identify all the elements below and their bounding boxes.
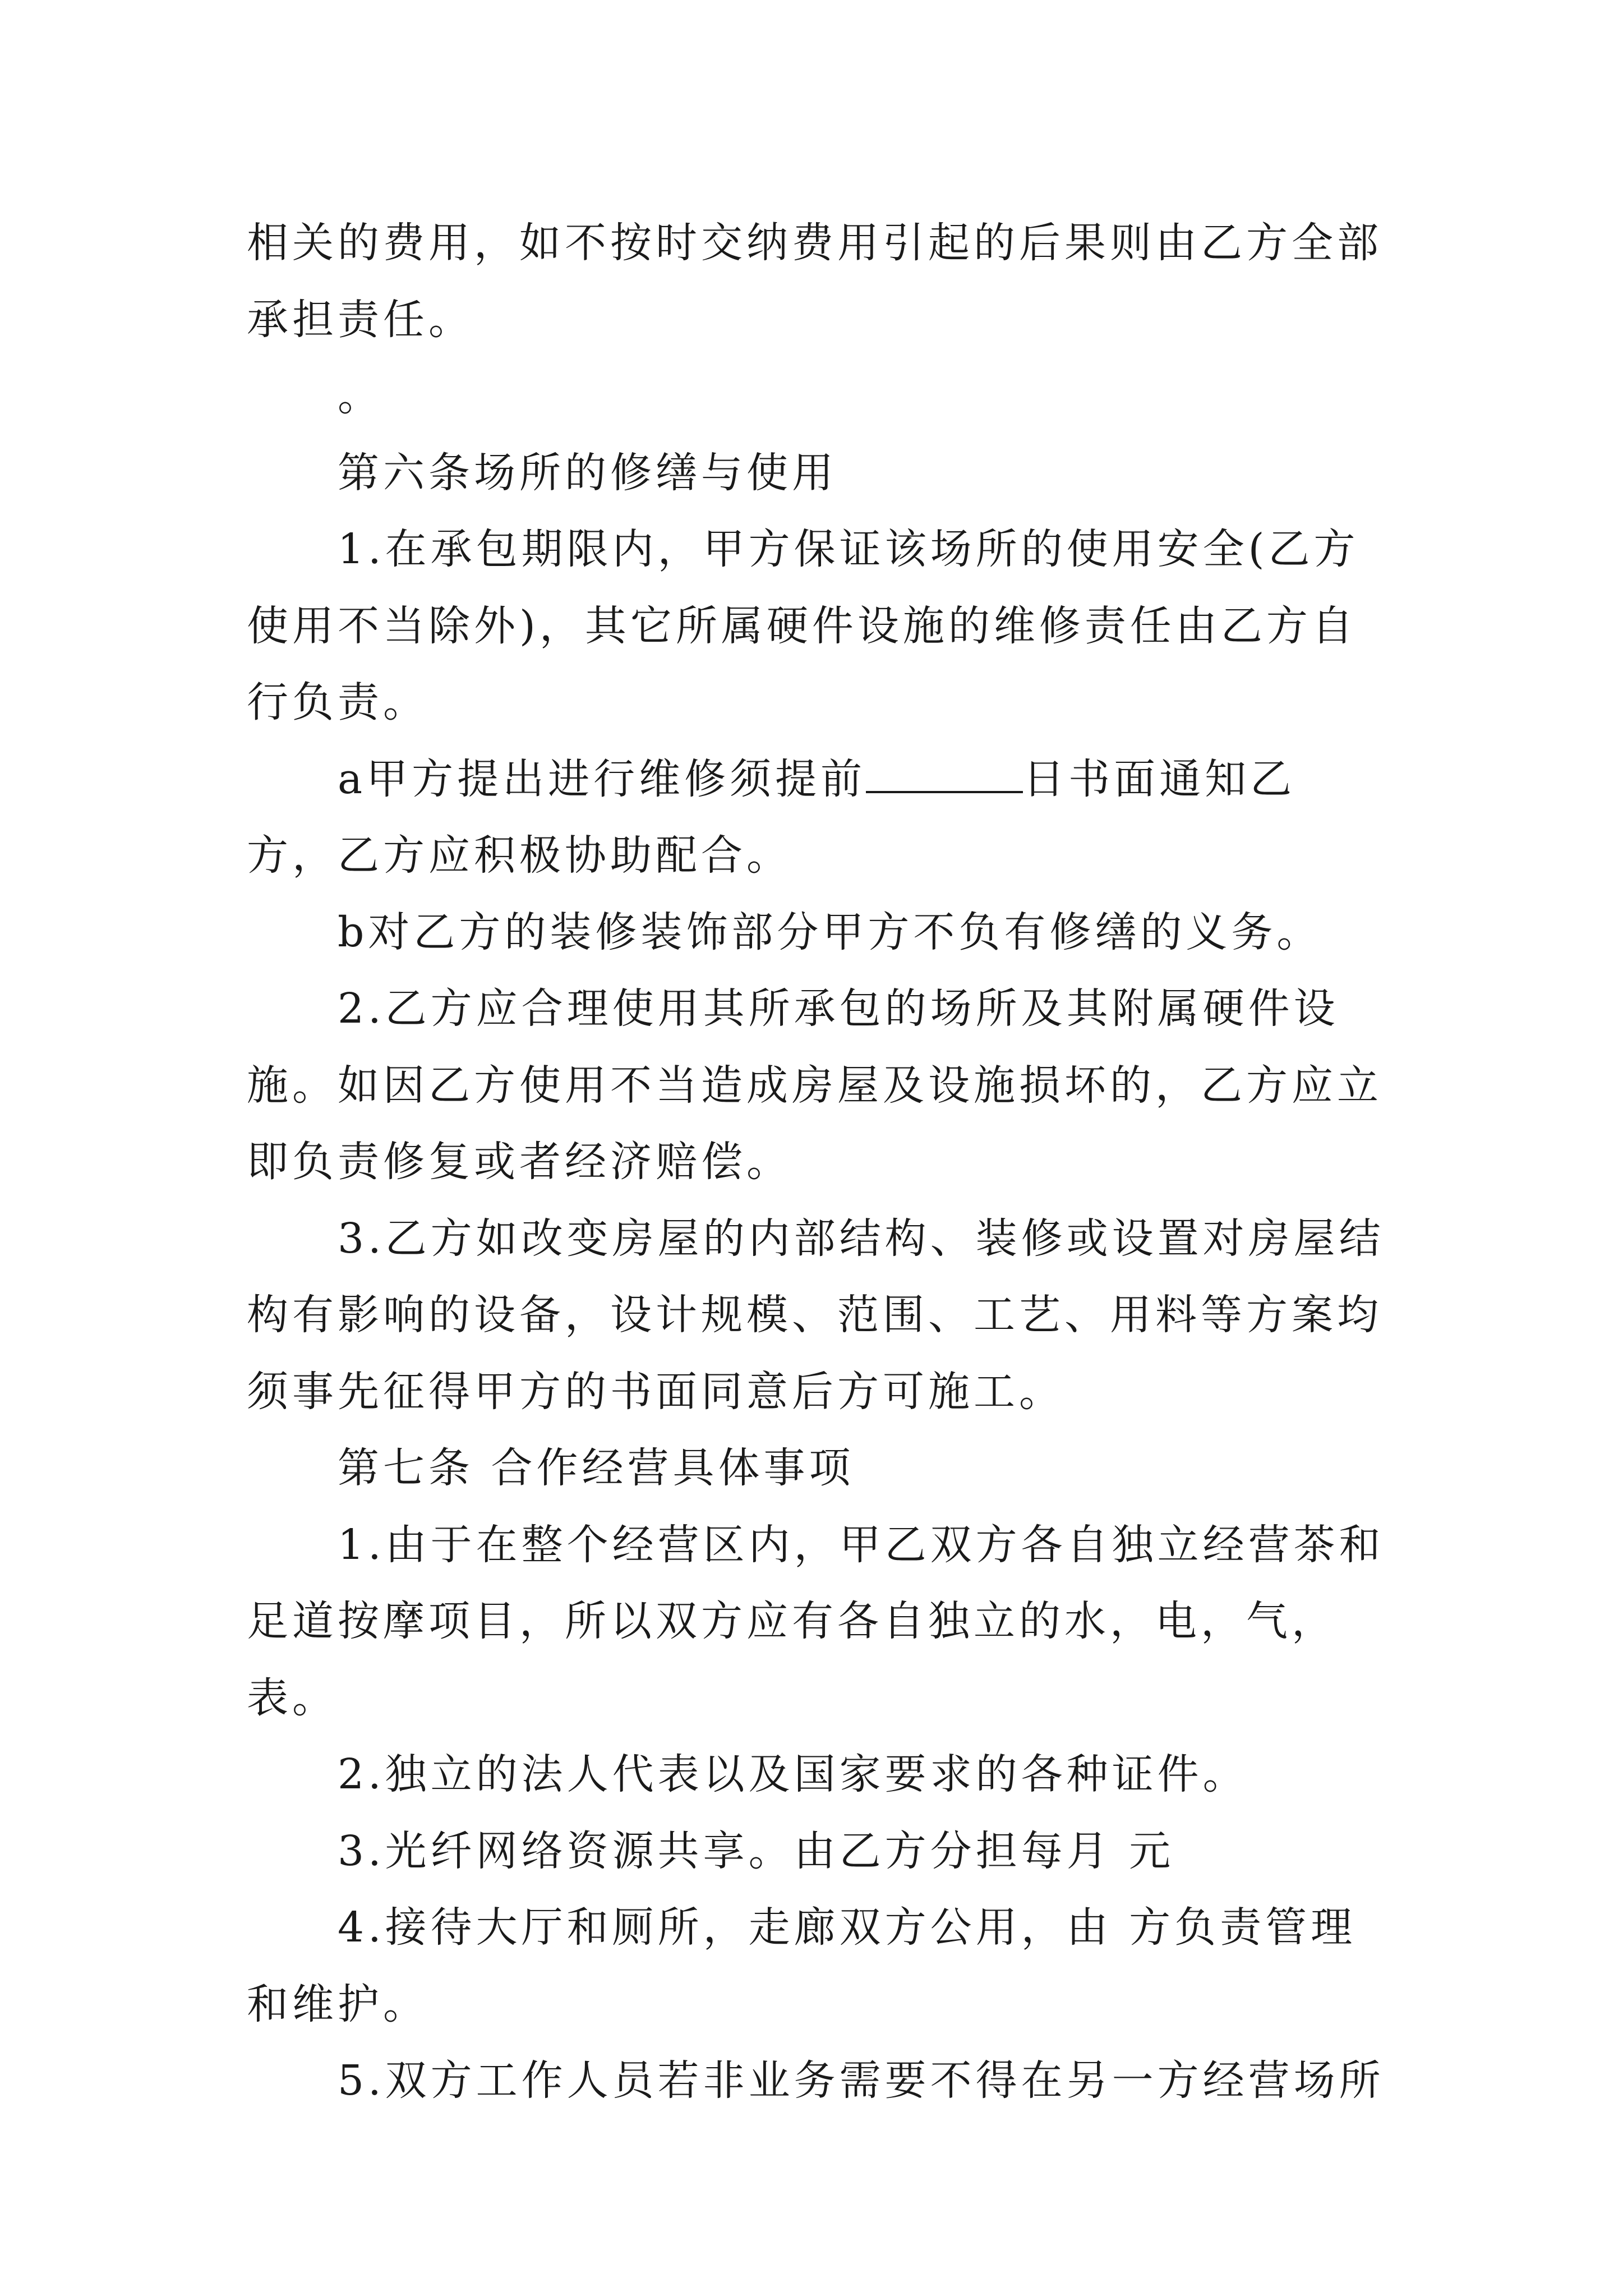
article-6-heading: 第六条场所的修缮与使用 bbox=[338, 448, 837, 497]
article-7-clause-4: 4.接待大厅和厕所，走廊双方公用，由 方负责管理和维护。 bbox=[247, 1903, 1357, 2028]
article-7-clause-5: 5.双方工作人员若非业务需要不得在另一方经营场所 bbox=[338, 2056, 1385, 2105]
paragraph-stray-period: 。 bbox=[338, 372, 383, 420]
article-6-clause-b: b对乙方的装修装饰部分甲方不负有修缮的义务。 bbox=[338, 908, 1322, 956]
article-7-clause-1: 1.由于在整个经营区内，甲乙双方各自独立经营茶和足道按摩项目，所以双方应有各自独立的水，电，气，表。 bbox=[247, 1520, 1385, 1722]
fill-in-blank-days[interactable] bbox=[866, 757, 1023, 793]
clause-a-text-after-blank: 日书面通知乙方，乙方应积极协助配合。 bbox=[247, 754, 1296, 880]
clause-a-text-before-blank: a甲方提出进行维修须提前 bbox=[338, 754, 866, 803]
article-6-clause-2: 2.乙方应合理使用其所承包的场所及其附属硬件设施。如因乙方使用不当造成房屋及设施损坏的，乙方应立即负责修复或者经济赔偿。 bbox=[247, 984, 1382, 1186]
paragraph-fee-liability: 相关的费用，如不按时交纳费用引起的后果则由乙方全部承担责任。 bbox=[247, 219, 1382, 344]
article-6-clause-1: 1.在承包期限内，甲方保证该场所的使用安全(乙方使用不当除外)，其它所属硬件设施的维修责任由乙方自行负责。 bbox=[247, 525, 1359, 726]
article-6-clause-a bbox=[247, 741, 1385, 894]
document-page bbox=[247, 205, 1385, 2119]
article-7-clause-3: 3.光纤网络资源共享。由乙方分担每月 元 bbox=[338, 1826, 1175, 1875]
article-6-clause-3: 3.乙方如改变房屋的内部结构、装修或设置对房屋结构有影响的设备，设计规模、范围、工艺、用料等方案均须事先征得甲方的书面同意后方可施工。 bbox=[247, 1214, 1385, 1416]
article-7-heading: 第七条 合作经营具体事项 bbox=[338, 1444, 855, 1492]
article-7-clause-2: 2.独立的法人代表以及国家要求的各种证件。 bbox=[338, 1750, 1248, 1798]
